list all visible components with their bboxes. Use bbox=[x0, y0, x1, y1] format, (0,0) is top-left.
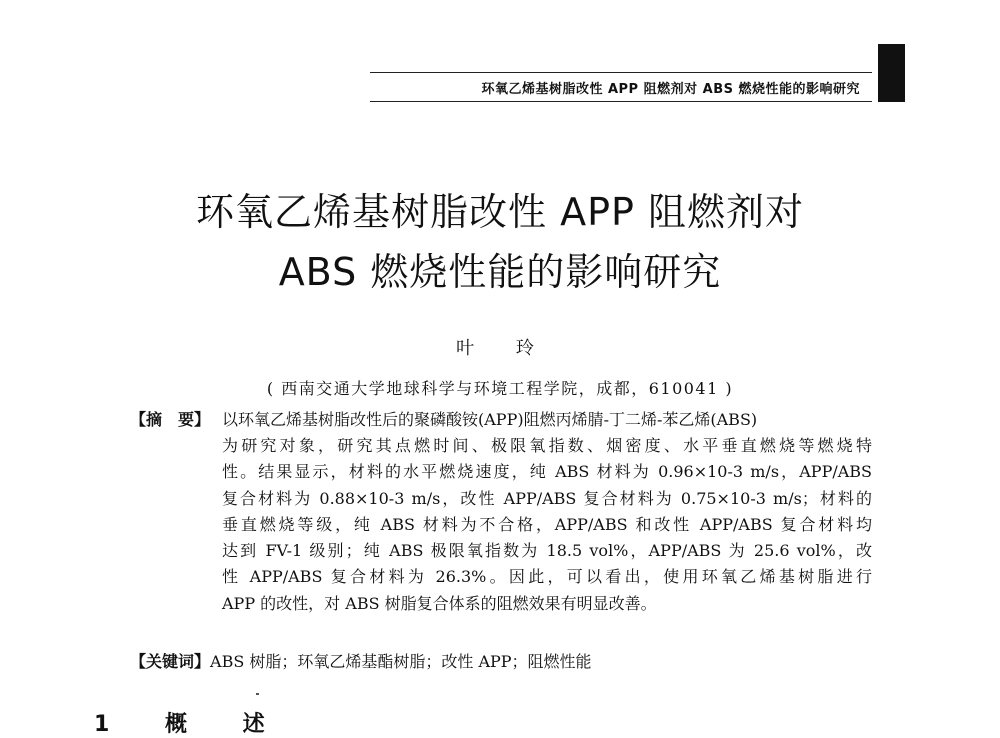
author-name: 叶 玲 bbox=[456, 338, 552, 359]
header-top-rule bbox=[370, 72, 872, 73]
title-line-1: 环氧乙烯基树脂改性 APP 阻燃剂对 bbox=[196, 190, 804, 234]
abstract-line: 为研究对象，研究其点燃时间、极限氧指数、烟密度、水平垂直燃烧等燃烧特 bbox=[222, 436, 872, 455]
keywords-text: ABS 树脂；环氧乙烯基酯树脂；改性 APP；阻燃性能 bbox=[210, 652, 592, 671]
author-affiliation: ( 西南交通大学地球科学与环境工程学院，成都，610041 ) bbox=[266, 379, 734, 398]
keywords-label: 【关键词】 bbox=[130, 652, 211, 671]
abstract-line: 达到 FV-1 级别；纯 ABS 极限氧指数为 18.5 vol%，APP/ABS 为 25.6 vol%，改 bbox=[222, 541, 872, 561]
corner-marker bbox=[878, 44, 905, 102]
paper-title bbox=[0, 182, 1000, 302]
abstract-line: 垂直燃烧等级，纯 ABS 材料为不合格，APP/ABS 和改性 APP/ABS 复合材料均 bbox=[222, 514, 872, 534]
abstract-line: 性 APP/ABS 复合材料为 26.3%。因此，可以看出，使用环氧乙烯基树脂进行 bbox=[222, 567, 872, 587]
header-bottom-rule bbox=[370, 101, 872, 102]
abstract-body bbox=[222, 433, 872, 617]
abstract-line: 复合材料为 0.88×10-3 m/s，改性 APP/ABS 复合材料为 0.75×10-3 m/s；材料的 bbox=[222, 488, 872, 508]
abstract-line: APP 的改性，对 ABS 树脂复合体系的阻燃效果有明显改善。 bbox=[222, 593, 657, 613]
abstract-line: 性。结果显示，材料的水平燃烧速度，纯 ABS 材料为 0.96×10-3 m/s，APP/ABS bbox=[222, 462, 872, 482]
running-title: 环氧乙烯基树脂改性 APP 阻燃剂对 ABS 燃烧性能的影响研究 bbox=[481, 82, 860, 97]
section-heading: 1 概 述 bbox=[94, 712, 289, 737]
scan-speck bbox=[256, 693, 259, 695]
title-line-2: ABS 燃烧性能的影响研究 bbox=[278, 250, 722, 294]
abstract-label: 【摘 要】 bbox=[130, 410, 211, 429]
keywords bbox=[130, 649, 592, 672]
abstract-first-line: 以环氧乙烯基树脂改性后的聚磷酸铵(APP)阻燃丙烯腈-丁二烯-苯乙烯(ABS) bbox=[222, 410, 758, 429]
running-header bbox=[0, 0, 1000, 110]
